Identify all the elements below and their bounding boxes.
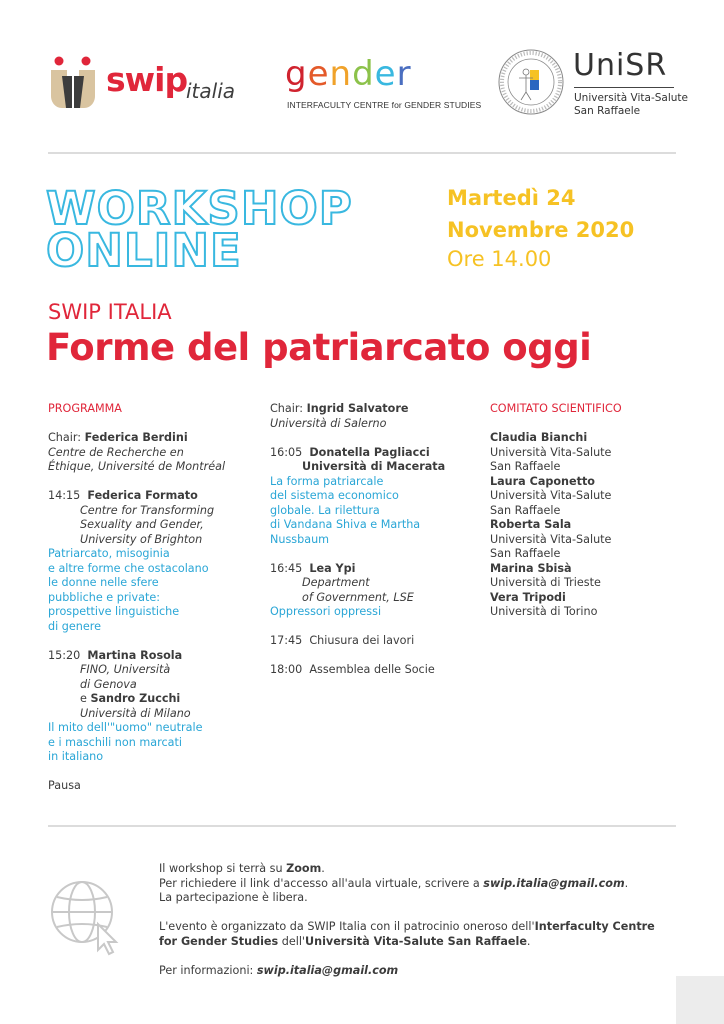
talk4-speaker: Lea Ypi: [309, 561, 356, 575]
swip-logo-suffix: italia: [186, 79, 236, 103]
closing-item: [270, 634, 480, 649]
chair2-affiliation: Università di Salerno: [270, 416, 387, 430]
unisr-logo-word: UniSR: [573, 48, 668, 83]
university-label: Università Vita-Salute San Raffaele: [305, 934, 527, 948]
chair2-name: Ingrid Salvatore: [306, 402, 409, 415]
header-divider: [48, 152, 676, 154]
program-column-1: [48, 402, 263, 794]
assembly-text: Assemblea delle Socie: [309, 663, 435, 676]
footer-info: [159, 862, 679, 978]
talk1-header: [48, 489, 263, 504]
talk4-aff1: Department: [302, 576, 370, 589]
event-date: [447, 182, 634, 271]
talk3-time: 16:05: [270, 445, 303, 459]
talk1-aff3: University of Brighton: [80, 532, 203, 546]
talk4-time: 16:45: [270, 561, 303, 575]
talk2-aff1: FINO, Università: [80, 663, 171, 676]
event-time: Ore 14.00: [447, 247, 552, 271]
gender-letter-n: n: [329, 54, 353, 94]
footer-line-organizer-2: [159, 935, 679, 950]
talk1-title-5: prospettive linguistiche: [48, 605, 180, 618]
committee-heading: COMITATO SCIENTIFICO: [490, 402, 622, 415]
talk2-time: 15:20: [48, 648, 81, 662]
globe-cursor-icon: [46, 876, 126, 956]
chair-affiliation-2: Éthique, Université de Montréal: [48, 460, 226, 473]
footer-zoom-post: .: [321, 862, 325, 875]
chair-name: Federica Berdini: [84, 431, 188, 444]
swip-italia-logo: [48, 52, 248, 112]
talk3-header: [270, 446, 480, 461]
member4-name: Marina Sbisà: [490, 561, 572, 575]
talk2-title-2: e i maschili non marcati: [48, 735, 182, 749]
workshop-heading-line1: WORKSHOP: [46, 182, 353, 235]
footer-divider: [48, 825, 676, 827]
member3-aff1: Università Vita-Salute: [490, 532, 612, 546]
footer-line-free: La partecipazione è libera.: [159, 891, 308, 904]
unisr-logo-line2: San Raffaele: [574, 105, 641, 117]
footer-request-pre: Per richiedere il link d'accesso all'aula virtuale, scrivere a: [159, 876, 484, 890]
talk1-aff2: Sexuality and Gender,: [80, 518, 204, 531]
talk4-aff2: of Government, LSE: [302, 590, 414, 604]
talk2-title-3: in italiano: [48, 750, 104, 763]
gender-letter-r: r: [396, 54, 412, 94]
gender-logo: [285, 54, 482, 116]
program-column-2: [270, 402, 480, 678]
footer-line-zoom: [159, 862, 679, 877]
talk3-title-1: La forma patriarcale: [270, 474, 384, 488]
gender-letter-e2: e: [374, 54, 397, 94]
gender-letter-e: e: [307, 54, 330, 94]
footer-info-pre: Per informazioni:: [159, 963, 257, 977]
interfaculty-centre-label: Interfaculty Centre: [534, 920, 655, 933]
talk1-title-2: e altre forme che ostacolano: [48, 561, 209, 575]
event-subtitle: SWIP ITALIA: [48, 300, 172, 324]
member2-aff1: Università Vita-Salute: [490, 489, 612, 502]
talk2-aff2: di Genova: [80, 677, 137, 691]
unisr-logo-line1: Università Vita-Salute: [574, 92, 688, 104]
event-title: Forme del patriarcato oggi: [46, 326, 592, 369]
gender-letter-d: d: [352, 54, 375, 94]
gender-logo-subtitle: INTERFACULTY CENTRE for GENDER STUDIES: [287, 100, 482, 110]
member5-name: Vera Tripodi: [490, 590, 566, 604]
member2-name: Laura Caponetto: [490, 474, 595, 488]
pause-label: Pausa: [48, 779, 81, 792]
member1-name: Claudia Bianchi: [490, 431, 588, 444]
footer-zoom-pre: Il workshop si terrà su: [159, 862, 287, 875]
talk1-title-3: le donne nelle sfere: [48, 576, 159, 589]
chair-affiliation-1: Centre de Recherche en: [48, 445, 184, 459]
workshop-online-heading: [46, 182, 353, 277]
program-heading: PROGRAMMA: [48, 402, 122, 415]
talk1-time: 14:15: [48, 489, 81, 502]
gender-studies-label: for Gender Studies: [159, 934, 279, 948]
date-line1: Martedì 24: [447, 186, 576, 210]
chair2-prefix: Chair:: [270, 402, 304, 415]
footer-line-request: [159, 877, 679, 892]
talk4-header: [270, 562, 480, 577]
member1-aff2: San Raffaele: [490, 460, 561, 473]
talk3-title-5: Nussbaum: [270, 532, 330, 546]
unisr-logo: [497, 48, 687, 118]
assembly-item: [270, 663, 480, 678]
footer-line-organizer: [159, 920, 679, 935]
member3-name: Roberta Sala: [490, 518, 572, 531]
footer-line-info: [159, 964, 679, 979]
talk2-speaker: Martina Rosola: [87, 648, 183, 662]
closing-time: 17:45: [270, 634, 303, 647]
talk3-title-4: di Vandana Shiva e Martha: [270, 518, 421, 531]
talk2-header: [48, 649, 263, 664]
session1-chair: [48, 431, 263, 446]
member1-aff1: Università Vita-Salute: [490, 445, 612, 459]
member4-aff: Università di Trieste: [490, 576, 601, 589]
footer-request-post: .: [624, 876, 629, 890]
talk2-speaker2-line: [48, 692, 263, 707]
footer-organizer-post: .: [526, 934, 531, 948]
zoom-label: Zoom: [286, 862, 322, 875]
info-email-link[interactable]: swip.italia@gmail.com: [256, 963, 399, 977]
talk3-speaker: Donatella Pagliacci: [309, 445, 430, 459]
member3-aff2: San Raffaele: [490, 547, 561, 560]
committee-column: [490, 402, 680, 620]
member5-aff: Università di Torino: [490, 605, 598, 618]
member2-aff2: San Raffaele: [490, 503, 561, 517]
talk1-title-1: Patriarcato, misoginia: [48, 547, 170, 560]
assembly-time: 18:00: [270, 663, 303, 676]
university-seal-icon: [497, 48, 565, 116]
talk4-title: Oppressori oppressi: [270, 605, 382, 618]
talk1-aff1: Centre for Transforming: [80, 503, 215, 517]
swip-figures-icon: [48, 52, 98, 110]
workshop-heading-line2: ONLINE: [46, 224, 242, 277]
talk2-title-1: Il mito dell'"uomo" neutrale: [48, 721, 203, 734]
talk1-title-4: pubbliche e private:: [48, 590, 161, 604]
talk3-aff: Università di Macerata: [302, 460, 446, 473]
talk3-title-3: globale. La rilettura: [270, 503, 380, 517]
gender-letter-g: g: [285, 54, 308, 94]
talk2-aff3: Università di Milano: [80, 706, 191, 720]
talk2-speaker2: Sandro Zucchi: [90, 692, 181, 705]
corner-block: [676, 976, 724, 1024]
talk2-and: e: [80, 692, 87, 705]
date-line2: Novembre 2020: [447, 218, 635, 242]
swip-logo-word: swip: [106, 60, 188, 99]
closing-text: Chiusura dei lavori: [309, 634, 415, 647]
talk3-title-2: del sistema economico: [270, 489, 399, 502]
contact-email-link[interactable]: swip.italia@gmail.com: [483, 876, 625, 890]
footer-organizer-pre: L'evento è organizzato da SWIP Italia con il patrocinio oneroso dell': [159, 920, 535, 933]
talk1-title-6: di genere: [48, 619, 101, 633]
session2-chair: [270, 402, 480, 417]
talk1-speaker: Federica Formato: [87, 489, 198, 502]
footer-organizer-mid: dell': [278, 934, 306, 948]
chair-prefix: Chair:: [48, 431, 82, 444]
